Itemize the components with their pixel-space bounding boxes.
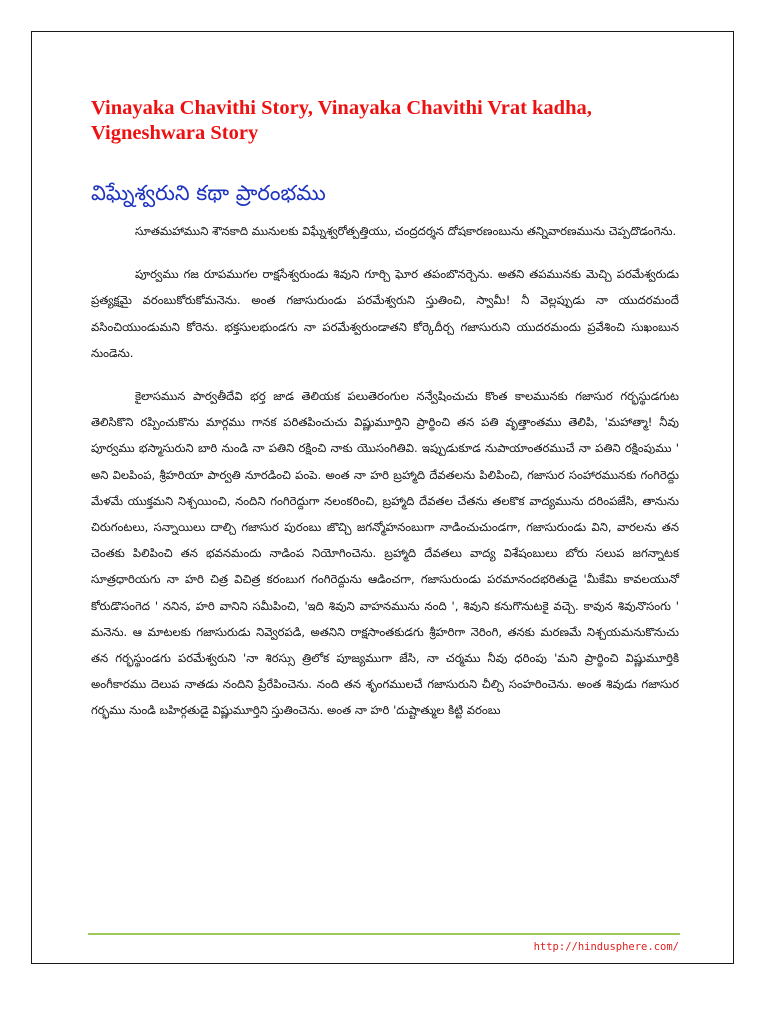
story-body xyxy=(91,218,679,741)
document-title: Vinayaka Chavithi Story, Vinayaka Chavithi Vrat kadha, Vigneshwara Story xyxy=(91,97,592,144)
paragraph-gajasura-boon: పూర్వము గజ రూపముగల రాక్షసేశ్వరుండు శివుని గూర్చి ఘోర తపంబొనర్చెను. అతని తపమునకు మెచ్చి పరమేశ్వరుడు ప్రత్యక్షమై వరంబుకోరుకోమనెను. అంత గజాసురుండు పరమేశ్వరుని స్తుతించి, స్వామీ! నీ వెల్లప్పుడు నా యుదరమందే వసించియుండుమని కోరెను. భక్తసులభుండగు నా పరమేశ్వరుండాతని కోర్కెదీర్చ గజాసురుని యుదరమందు ప్రవేశించి సుఖంబున నుండెను. xyxy=(91,267,679,360)
section-heading: విఘ్నేశ్వరుని కథా ప్రారంభము xyxy=(91,181,326,205)
footer-url-link[interactable]: http://hindusphere.com/ xyxy=(533,941,679,953)
footer-divider xyxy=(88,933,680,935)
paragraph-intro: సూతమహాముని శౌనకాది మునులకు విఘ్నేశ్వరోత్పత్తియు, చంద్రదర్శన దోషకారణంబును తన్నివారణమును చెప్పదొడంగెను. xyxy=(135,224,677,238)
paragraph-parvati-vishnu: కైలాసమున పార్వతీదేవి భర్త జాడ తెలియక పలుతెరంగుల నన్వేషించుచు కొంత కాలమునకు గజాసుర గర్భస్థుడగుట తెలిసికొని రప్పించుకొను మార్గము గానక పరితపించుచు విష్ణుమూర్తిని ప్రార్థించి తన పతి వృత్తాంతము తెలిపి, 'మహాత్మా! నీవు పూర్వము భస్మాసురుని బారి నుండి నా పతిని రక్షించి నాకు యొసంగితివి. ఇప్పుడుకూడ నుపాయాంతరముచే నా పతిని రక్షింపుము ' అని విలపింప, శ్రీహరియా పార్వతి నూరడించి పంపె. అంత నా హరి బ్రహ్మాది దేవతలను పిలిపించి, గజాసుర సంహారమునకు గంగిరెద్దు మేళమే యుక్తమని నిశ్చయించి, నందిని గంగిరెద్దుగా నలంకరించి, బ్రహ్మాది దేవతల చేతను తలకొక వాద్యమును దరింపజేసి, తానును చిరుగంటలు, సన్నాయిలు దాల్చి గజాసుర పురంబు జొచ్చి జగన్మోహనంబుగా నాడించుచుండగా, గజాసురుండు విని, వారలను తన చెంతకు పిలిపించి తన భవనమందు నాడింప నియోగించెను. బ్రహ్మాది దేవతలు వాద్య విశేషంబులు బోరు సలుప జగన్నాటక సూత్రధారియగు నా హరి చిత్ర విచిత్ర కరంబుగ గంగిరెద్దును ఆడించగా, గజాసురుండు పరమానందభరితుడై 'మీకేమి కావలయునో కోరుడొసంగెద ' ననిన, హరి వానిని సమీపించి, 'ఇది శివుని వాహనమును నంది ', శివుని కనుగొనుటకై వచ్చె. కావున శివునొసంగు ' మనెను. ఆ మాటలకు గజాసురుడు నివ్వెరపడి, అతనిని రాక్షసాంతకుడగు శ్రీహరిగా నెరింగి, తనకు మరణమే నిశ్చయమనుకొనుచు తన గర్భస్థుండగు పరమేశ్వరుని 'నా శిరస్సు త్రిలోక పూజ్యముగా జేసి, నా చర్మము నీవు ధరింపు 'మని ప్రార్థించి విష్ణుమూర్తికి అంగీకారము దెలుప నాతడు నందిని ప్రేరేపించెను. నంది తన శృంగములచే గజాసురుని చీల్చి సంహరించెను. అంత శివుడు గజాసుర గర్భము నుండి బహిర్గతుడై విష్ణుమూర్తిని స్తుతించెను. అంత నా హరి 'దుష్టాత్ముల కిట్టి వరంబు xyxy=(91,389,679,718)
